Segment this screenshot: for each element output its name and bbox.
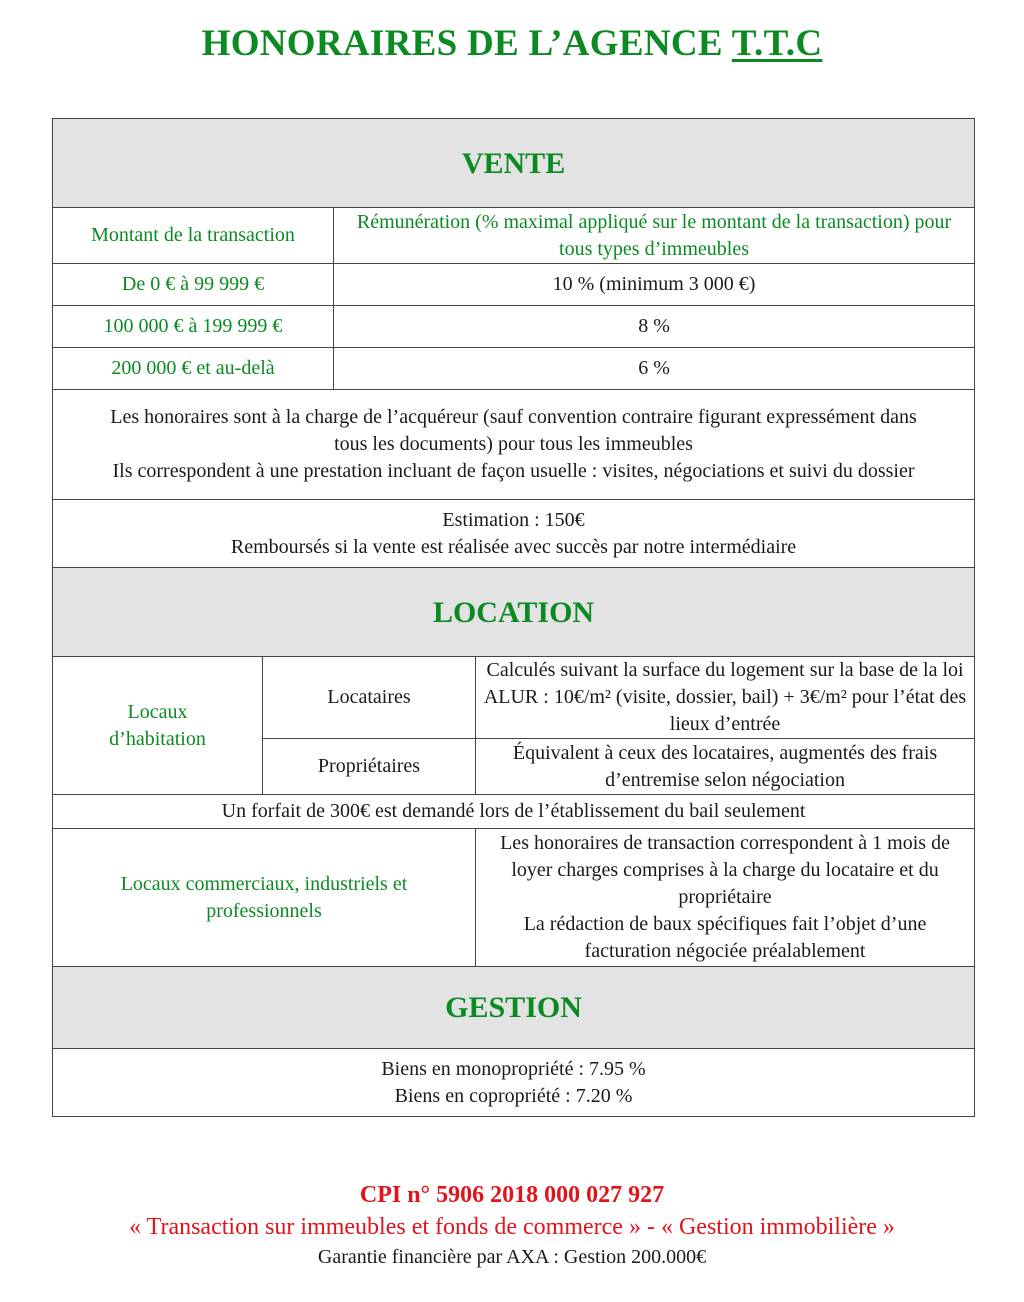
- forfait-row: [53, 795, 975, 829]
- commercial-text: Les honoraires de transaction correspondent à 1 mois de loyer charges comprises à la charge du locataire et du propriétaire: [500, 832, 950, 908]
- locataires-text: Calculés suivant la surface du logement sur la base de la loi ALUR : 10€/m² (visite, dossier, bail) + 3€/m² pour l’état des lieux d’entrée: [476, 657, 975, 739]
- range-cell: 200 000 € et au-delà: [53, 348, 334, 390]
- col-header-fee: Rémunération (% maximal appliqué sur le montant de la transaction) pour tous types d’immeubles: [334, 208, 975, 264]
- vente-note-line: Ils correspondent à une prestation incluant de façon usuelle : visites, négociations et suivi du dossier: [112, 460, 915, 482]
- section-heading-gestion: GESTION: [53, 967, 975, 1049]
- activities-line: « Transaction sur immeubles et fonds de commerce » - « Gestion immobilière »: [129, 1214, 895, 1240]
- page-title: [0, 22, 1024, 65]
- vente-header-row: [53, 208, 975, 264]
- title-prefix: HONORAIRES DE L’AGENCE: [201, 23, 732, 64]
- range-cell: 100 000 € à 199 999 €: [53, 306, 334, 348]
- section-heading-vente: VENTE: [53, 119, 975, 208]
- table-row: [53, 348, 975, 390]
- range-cell: De 0 € à 99 999 €: [53, 264, 334, 306]
- locataires-label: Locataires: [263, 657, 476, 739]
- gestion-row: [53, 1049, 975, 1117]
- table-row: [53, 264, 975, 306]
- vente-note-row: [53, 390, 975, 500]
- commercial-label: Locaux commerciaux, industriels et professionnels: [53, 829, 476, 967]
- estimation-row: [53, 500, 975, 568]
- gestion-mono: Biens en monopropriété : 7.95 %: [381, 1057, 646, 1080]
- rate-cell: 6 %: [334, 348, 975, 390]
- commercial-text: La rédaction de baux spécifiques fait l’objet d’une facturation négociée préalablement: [523, 913, 927, 962]
- section-vente: [53, 119, 975, 208]
- section-location: [53, 568, 975, 657]
- cpi-number: CPI n° 5906 2018 000 027 927: [359, 1182, 665, 1208]
- section-heading-location: LOCATION: [53, 568, 975, 657]
- commercial-row: [53, 829, 975, 967]
- rate-cell: 10 % (minimum 3 000 €): [334, 264, 975, 306]
- rate-cell: 8 %: [334, 306, 975, 348]
- col-header-amount: Montant de la transaction: [53, 208, 334, 264]
- estimation-note: Remboursés si la vente est réalisée avec succès par notre intermédiaire: [230, 535, 797, 558]
- vente-note-line: Les honoraires sont à la charge de l’acquéreur (sauf convention contraire figurant expressément dans tous les documents) pour tous les immeubles: [110, 406, 917, 455]
- habitation-locataires-row: [53, 657, 975, 739]
- section-gestion: [53, 967, 975, 1049]
- estimation-text: Estimation : 150€: [442, 508, 585, 531]
- forfait-text: Un forfait de 300€ est demandé lors de l’établissement du bail seulement: [53, 795, 975, 829]
- proprietaires-label: Propriétaires: [263, 739, 476, 795]
- table-row: [53, 306, 975, 348]
- title-ttc: T.T.C: [731, 23, 823, 64]
- proprietaires-text: Équivalent à ceux des locataires, augmentés des frais d’entremise selon négociation: [476, 739, 975, 795]
- fees-table: [52, 118, 975, 1117]
- gestion-copro: Biens en copropriété : 7.20 %: [394, 1084, 633, 1107]
- garantie-line: Garantie financière par AXA : Gestion 200.000€: [317, 1246, 707, 1268]
- habitation-label: Locaux d’habitation: [53, 657, 263, 795]
